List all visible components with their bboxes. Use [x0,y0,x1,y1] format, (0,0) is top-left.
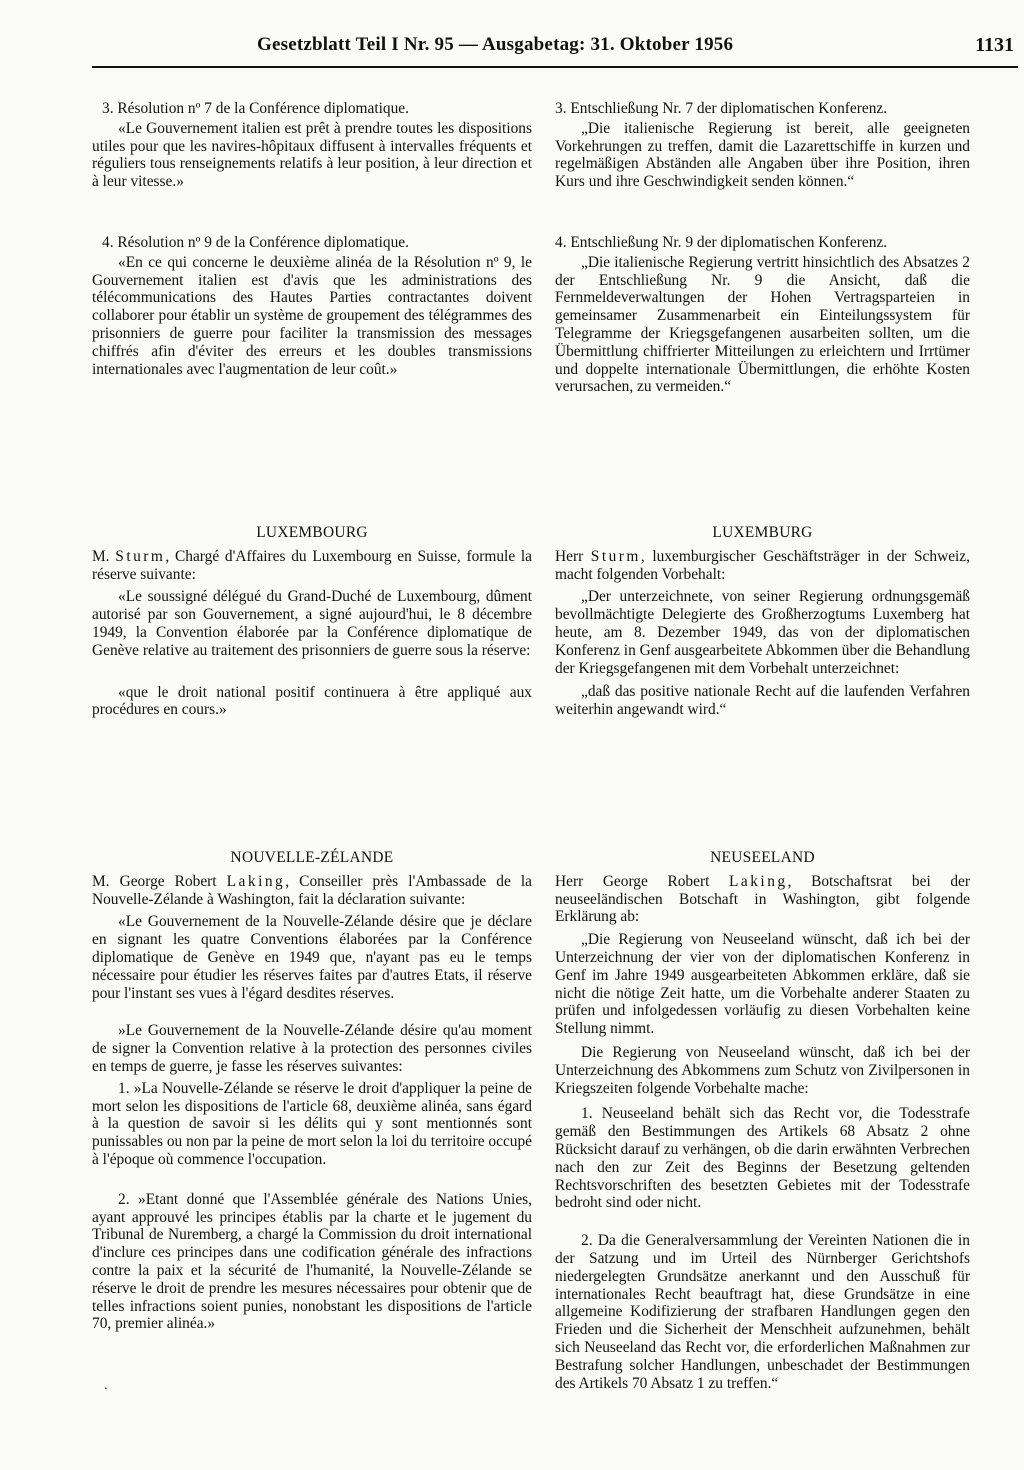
delegate-name: Sturm [590,547,641,565]
intro-rest: , Chargé d'Affaires du Luxembourg en Suisse, formule la réserve suivante: [92,547,532,583]
fr-nz-para-1: «Le Gouvernement de la Nouvelle-Zélande désire que je déclare en signant les quatre Conventions élaborées par la Conférence diplomatique de Genève en 1949 que, n'ayant pas eu le temps nécessaire pour étudier les réserves faites par d'autres Etats, il réserve pour l'instant ses vues à l'égard desdites réserves. [92,913,532,1002]
delegate-name: Laking [226,872,286,890]
fr-nz-section [92,849,532,1333]
fr-luxembourg-title: LUXEMBOURG [256,524,368,541]
fr-luxembourg-reserve: «que le droit national positif continuera à être appliqué aux procédures en cours.» [92,683,532,719]
intro-prefix: Herr [555,547,584,565]
fr-resolution-7 [92,100,532,191]
de-res9-heading: 4. Entschließung Nr. 9 der diplomatischen Konferenz. [555,234,888,251]
intro-prefix: M. George Robert [92,872,217,890]
intro-prefix: Herr George Robert [555,872,710,890]
fr-nz-para-3: 1. »La Nouvelle-Zélande se réserve le droit d'appliquer la peine de mort selon les dispositions de l'article 68, deuxième alinéa, sans égard à la question de savoir si les délits qui y sont mentionnés sont punissables ou non par la peine de mort selon la loi du territoire occupé à l'époque où commence l'occupation. [92,1079,532,1168]
de-nz-para-3: 1. Neuseeland behält sich das Recht vor, die Todesstrafe gemäß den Bestimmungen des Artikels 68 Absatz 2 ohne Rücksicht darauf zu verhängen, ob die darin erwähnten Verbrechen nach den zur Zeit des Beginns der Besetzung geltenden Rechtsvorschriften des besetzten Gebietes mit der Todesstrafe bedroht sind oder nicht. [555,1105,970,1212]
de-resolution-9 [555,234,970,396]
de-nz-para-2: Die Regierung von Neuseeland wünscht, daß ich bei der Unterzeichnung des Abkommens zum Schutz von Zivilpersonen in Kriegszeiten folgende Vorbehalte mache: [555,1043,970,1097]
de-luxembourg-text: „Der unterzeichnete, von seiner Regierung ordnungsgemäß bevollmächtigte Delegierte des Großherzogtums Luxemberg hat heute, am 8. Dezember 1949, das von der diplomatischen Konferenz in Genf ausgearbeitete Abkommen über die Behandlung der Kriegsgefangenen mit dem Vorbehalt unterzeichnet: [555,588,970,677]
fr-nz-para-4: 2. »Etant donné que l'Assemblée générale des Nations Unies, ayant approuvé les principes établis par la charte et le jugement du Tribunal de Nuremberg, a chargé la Commission du droit international d'inclure ces principes dans une codification générale des infractions contre la paix et la sécurité de l'humanité, la Nouvelle-Zélande se réserve le droit de prendre les mesures nécessaires pour obtenir que de telles infractions soient punies, nonobstant les dispositions de l'article 70, premier alinéa.» [92,1190,532,1333]
de-nz-section [555,849,970,1392]
fr-luxembourg-section [92,524,532,719]
de-nz-para-1: „Die Regierung von Neuseeland wünscht, daß ich bei der Unterzeichnung der vier von der diplomatischen Konferenz in Genf im Jahre 1949 ausgearbeiteten Abkommen erkläre, daß sie nicht die nötige Zeit hatte, um die Vorbehalte anderer Staaten zu prüfen und infolgedessen vorläufig zu diesen Vorbehalten keine Stellung nimmt. [555,931,970,1038]
fr-resolution-9 [92,234,532,378]
fr-nz-para-2: »Le Gouvernement de la Nouvelle-Zélande désire qu'au moment de signer la Convention relative à la protection des personnes civiles en temps de guerre, je fasse les réserves suivantes: [92,1022,532,1075]
fr-res9-text: «En ce qui concerne le deuxième alinéa de la Résolution nº 9, le Gouvernement italien est d'avis que les administrations des télécommunications des Hautes Parties contractantes doivent collaborer pour établir un système de groupement des télégrammes des prisonniers de guerre pour faciliter la transmission des messages chiffrés afin d'éviter des erreurs et les doubles transmissions internationales avec l'augmentation de leur coût.» [92,253,532,378]
de-luxembourg-title: LUXEMBURG [712,524,813,541]
fr-nz-intro [92,873,532,909]
margin-dot: . [104,1378,108,1393]
de-resolution-7 [555,100,970,191]
de-res7-text: „Die italienische Regierung ist bereit, alle geeigneten Vorkehrungen zu treffen, damit die Lazarettschiffe in kurzen und regelmäßigen Abständen alle Angaben über ihre Position, ihren Kurs und ihre Geschwindigkeit senden können.“ [555,119,970,191]
de-res7-heading: 3. Entschließung Nr. 7 der diplomatischen Konferenz. [555,100,888,117]
de-luxembourg-section [555,524,970,719]
delegate-name: Sturm [115,547,166,565]
de-nz-title: NEUSEELAND [710,849,815,866]
intro-rest: , Conseiller près l'Ambassade de la Nouvelle-Zélande à Washington, fait la déclaration suivante: [92,872,532,908]
fr-nz-title: NOUVELLE-ZÉLANDE [230,849,394,866]
fr-res9-heading: 4. Résolution nº 9 de la Conférence diplomatique. [102,234,409,251]
intro-rest: , Botschaftsrat bei der neuseeländischen Botschaft in Washington, gibt folgende Erklärung ab: [555,872,970,926]
de-nz-para-4: 2. Da die Generalversammlung der Vereinten Nationen die in der Satzung und im Urteil des Nürnberger Gerichtshofs niedergelegten Grundsätze anerkannt und den Ausschuß für internationales Recht beauftragt hat, diese Grundsätze in eine allgemeine Kodifizierung der strafbaren Handlungen gegen den Frieden und die Sicherheit der Menschheit aufzunehmen, behält sich Neuseeland das Recht vor, die erforderlichen Maßnahmen zur Bestrafung solcher Handlungen, unbeschadet der Bestimmungen des Artikels 70 Absatz 1 zu treffen.“ [555,1232,970,1392]
page-number: 1131 [975,34,1014,56]
header-rule [92,66,1018,68]
de-luxembourg-reserve: „daß das positive nationale Recht auf die laufenden Verfahren weiterhin angewandt wird.“ [555,683,970,719]
intro-rest: , luxemburgischer Geschäftsträger in der Schweiz, macht folgenden Vorbehalt: [555,547,970,583]
de-luxembourg-intro [555,548,970,584]
fr-res7-heading: 3. Résolution nº 7 de la Conférence diplomatique. [102,100,409,117]
delegate-name: Laking [729,872,788,890]
fr-luxembourg-intro [92,548,532,584]
fr-res7-text: «Le Gouvernement italien est prêt à prendre toutes les dispositions utiles pour que les navires-hôpitaux diffusent à intervalles fréquents et réguliers tous renseignements relatifs à leur position, à leur direction et à leur vitesse.» [92,119,532,191]
intro-prefix: M. [92,547,110,565]
de-nz-intro [555,873,970,926]
fr-luxembourg-text: «Le soussigné délégué du Grand-Duché de Luxembourg, dûment autorisé par son Gouvernement, a signé aujourd'hui, le 8 décembre 1949, la Convention élaborée par la Conférence diplomatique de Genève relative au traitement des prisonniers de guerre sous la réserve: [92,588,532,659]
header-title: Gesetzblatt Teil I Nr. 95 — Ausgabetag: 31. Oktober 1956 [257,34,734,55]
de-res9-text: „Die italienische Regierung vertritt hinsichtlich des Absatzes 2 der Entschließung Nr. 9 die Ansicht, daß die Fernmeldeverwaltungen der Hohen Vertragsparteien in gemeinsamer Zusammenarbeit ein Einteilungssystem für Telegramme der Kriegsgefangenen ausarbeiten sollten, um die Übermittlung chiffrierter Mitteilungen zu erleichtern und Irrtümer und doppelte internationale Übermittlungen, die erhöhte Kosten verursachen, zu vermeiden.“ [555,253,970,396]
page-header [92,34,1018,66]
